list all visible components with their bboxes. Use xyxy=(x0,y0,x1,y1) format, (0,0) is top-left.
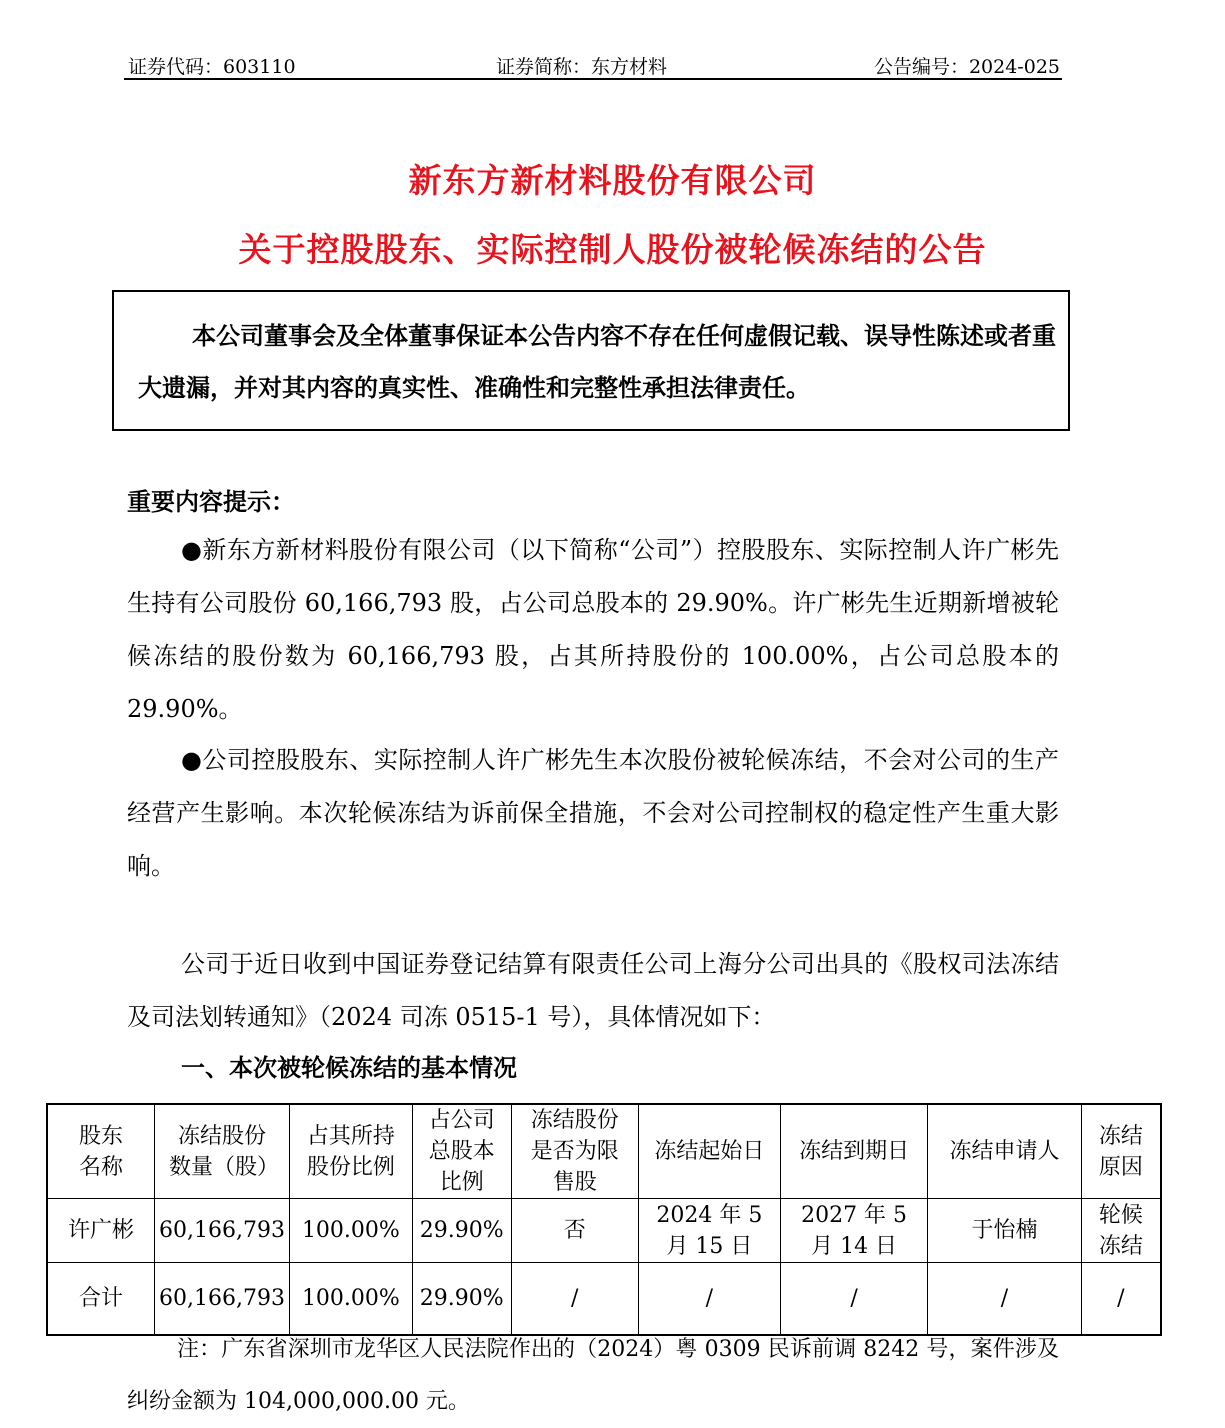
cell-total-end-date: / xyxy=(780,1263,927,1335)
intro-paragraph: 公司于近日收到中国证券登记结算有限责任公司上海分公司出具的《股权司法冻结及司法划转通知》（2024 司冻 0515-1 号），具体情况如下： xyxy=(127,950,1059,1031)
cell-reason: 轮候冻结 xyxy=(1081,1199,1161,1263)
col-restricted: 冻结股份是否为限售股 xyxy=(511,1104,638,1199)
cell-applicant: 于怡楠 xyxy=(928,1199,1082,1263)
highlight-item-1: ●新东方新材料股份有限公司（以下简称“公司”）控股股东、实际控制人许广彬先生持有公司股份 60,166,793 股，占公司总股本的 29.90%。许广彬先生近期新增被轮候冻结的股份数为 60,166,793 股，占其所持股份的 100.00%，占公司总股本的 29.90%。 xyxy=(127,536,1059,723)
col-shareholder-name: 股东名称 xyxy=(47,1104,155,1199)
cell-frozen-shares: 60,166,793 xyxy=(155,1199,290,1263)
cell-shareholder: 许广彬 xyxy=(47,1199,155,1263)
cell-start-date: 2024 年 5 月 15 日 xyxy=(638,1199,780,1263)
col-start-date: 冻结起始日 xyxy=(638,1104,780,1199)
cell-total-shares: 60,166,793 xyxy=(155,1263,290,1335)
table-row xyxy=(47,1199,1161,1263)
cell-total-ratio-total: 29.90% xyxy=(412,1263,511,1335)
cell-total-applicant: / xyxy=(928,1263,1082,1335)
cell-ratio-total: 29.90% xyxy=(412,1199,511,1263)
stock-short-name: 证券简称：东方材料 xyxy=(496,56,668,78)
section-1-heading: 一、本次被轮候冻结的基本情况 xyxy=(181,1054,517,1082)
col-end-date: 冻结到期日 xyxy=(780,1104,927,1199)
cell-ratio-held: 100.00% xyxy=(289,1199,412,1263)
col-reason: 冻结原因 xyxy=(1081,1104,1161,1199)
freeze-details-table xyxy=(46,1103,1162,1336)
cell-total-label: 合计 xyxy=(47,1263,155,1335)
col-ratio-total: 占公司总股本比例 xyxy=(412,1104,511,1199)
board-statement-box xyxy=(112,290,1070,431)
table-footnote: 注：广东省深圳市龙华区人民法院作出的（2024）粤 0309 民诉前调 8242 号，案件涉及纠纷金额为 104,000,000.00 元。 xyxy=(127,1337,1059,1414)
cell-end-date: 2027 年 5 月 14 日 xyxy=(780,1199,927,1263)
cell-total-reason: / xyxy=(1081,1263,1161,1335)
notice-number: 公告编号：2024-025 xyxy=(873,56,1060,78)
company-title: 新东方新材料股份有限公司 xyxy=(408,161,817,200)
col-frozen-shares: 冻结股份数量（股） xyxy=(155,1104,290,1199)
col-applicant: 冻结申请人 xyxy=(928,1104,1082,1199)
stock-code: 证券代码：603110 xyxy=(128,56,296,78)
table-header-row xyxy=(47,1104,1161,1199)
document-header xyxy=(124,50,1062,80)
announcement-title: 关于控股股东、实际控制人股份被轮候冻结的公告 xyxy=(238,230,987,269)
highlights-heading: 重要内容提示： xyxy=(127,488,295,516)
cell-restricted: 否 xyxy=(511,1199,638,1263)
col-ratio-held: 占其所持股份比例 xyxy=(289,1104,412,1199)
cell-total-restricted: / xyxy=(511,1263,638,1335)
cell-total-start-date: / xyxy=(638,1263,780,1335)
board-statement-text: 本公司董事会及全体董事保证本公告内容不存在任何虚假记载、误导性陈述或者重大遗漏，并对其内容的真实性、准确性和完整性承担法律责任。 xyxy=(138,322,1056,402)
cell-total-ratio-held: 100.00% xyxy=(289,1263,412,1335)
highlight-item-2: ●公司控股股东、实际控制人许广彬先生本次股份被轮候冻结，不会对公司的生产经营产生影响。本次轮候冻结为诉前保全措施，不会对公司控制权的稳定性产生重大影响。 xyxy=(127,746,1059,880)
